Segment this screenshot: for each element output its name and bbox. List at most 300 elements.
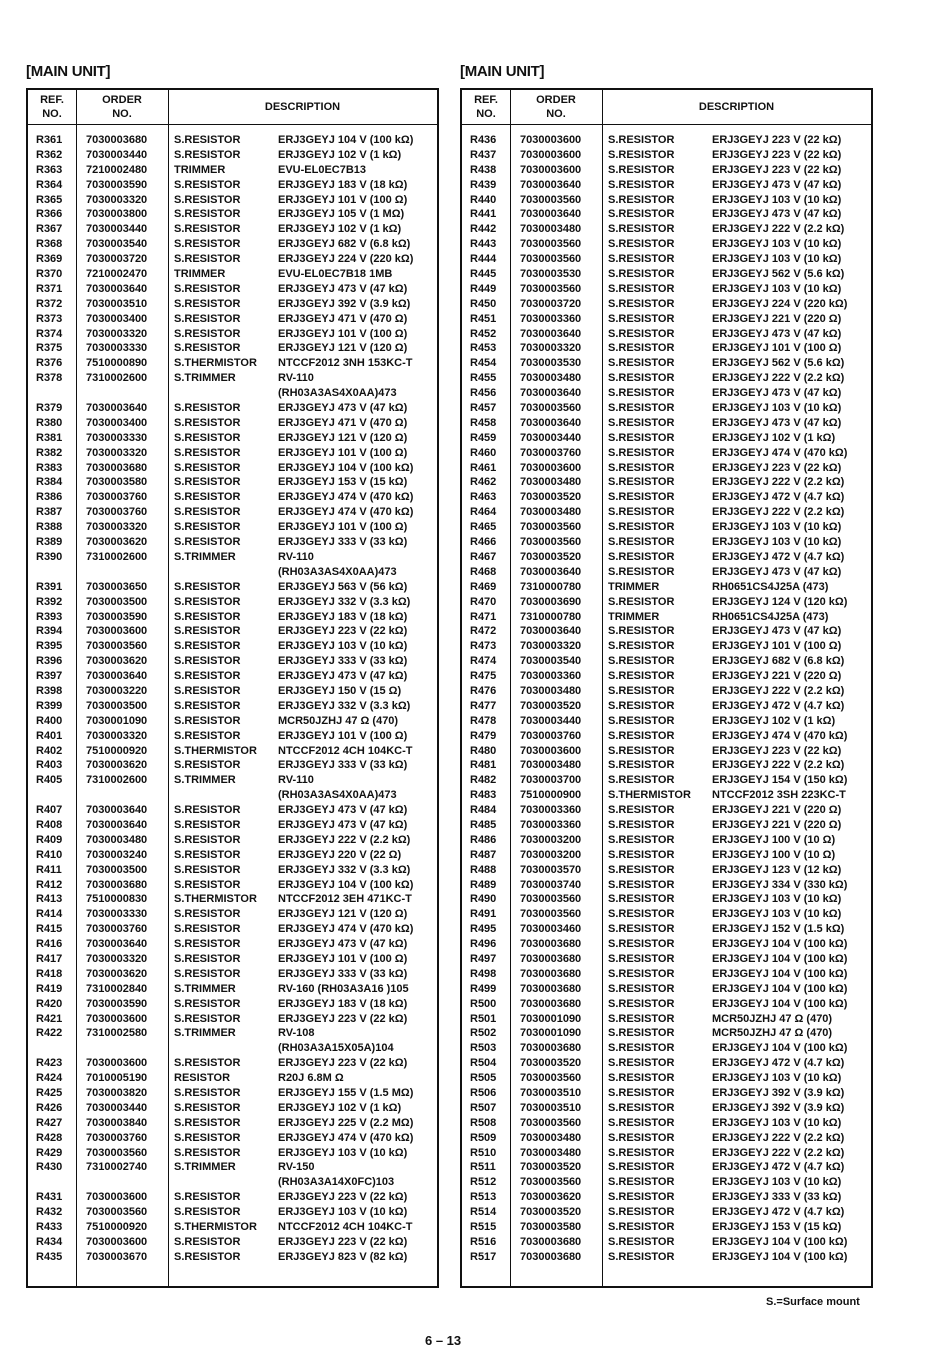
table-row [462,1042,871,1057]
part-name: TRIMMER [608,580,660,593]
part-name: S.RESISTOR [174,521,241,534]
header-ref: REF. NO. [474,94,498,120]
order-no: 7030003600 [520,148,582,161]
table-row [462,1072,871,1087]
part-name: S.RESISTOR [174,416,241,429]
part-name: S.RESISTOR [174,297,241,310]
order-no: 7030003600 [86,1012,148,1025]
part-description: MCR50JZHJ 47 Ω (470) [278,714,399,727]
part-description: ERJ3GEYJ 155 V (1.5 MΩ) [278,1087,414,1099]
part-name: S.RESISTOR [608,357,675,370]
table-row [462,581,871,596]
table-row [28,953,437,968]
order-no: 7030003720 [520,297,582,310]
part-name: S.RESISTOR [608,908,675,921]
part-description: ERJ3GEYJ 333 V (33 kΩ) [278,967,408,980]
order-no: 7030003640 [520,178,582,191]
table-row [28,685,437,700]
part-description: ERJ3GEYJ 104 V (100 kΩ) [712,952,848,965]
part-description: RV-110 [278,550,314,563]
part-description: ERJ3GEYJ 121 V (120 Ω) [278,431,408,444]
part-name: S.RESISTOR [608,729,675,742]
table-row [462,342,871,357]
part-description: ERJ3GEYJ 103 V (10 kΩ) [712,402,842,415]
part-name: S.RESISTOR [174,282,241,295]
part-name: S.RESISTOR [608,595,675,608]
part-description: ERJ3GEYJ 473 V (47 kΩ) [278,282,408,295]
part-description: ERJ3GEYJ 471 V (470 Ω) [278,416,408,429]
ref-no: R386 [36,491,63,504]
part-description: MCR50JZHJ 47 Ω (470) [712,1012,833,1025]
ref-no: R363 [36,163,63,176]
part-description: ERJ3GEYJ 183 V (18 kΩ) [278,610,408,623]
ref-no: R435 [36,1250,63,1263]
table-row [28,1206,437,1221]
table-row [28,611,437,626]
part-description: (RH03A3AS4X0AA)473 [278,387,397,400]
part-name: S.TRIMMER [174,1027,236,1040]
part-name: S.RESISTOR [174,148,241,161]
part-description: ERJ3GEYJ 104 V (100 kΩ) [712,967,848,980]
order-no: 7030003680 [86,134,148,146]
table-row [28,551,437,566]
ref-no: R469 [470,580,497,593]
table-row [28,1087,437,1102]
part-name: S.TRIMMER [174,1161,236,1174]
table-row [28,476,437,491]
order-no: 7030003330 [86,431,148,444]
part-description: ERJ3GEYJ 101 V (100 Ω) [278,193,408,206]
order-no: 7030003600 [86,625,148,638]
part-name: S.RESISTOR [174,804,241,817]
part-name: S.RESISTOR [174,536,241,549]
order-no: 7030003680 [520,1250,582,1263]
table-row [28,357,437,372]
ref-no: R511 [470,1161,496,1174]
part-name: S.RESISTOR [608,1191,675,1204]
ref-no: R402 [36,744,63,757]
part-description: ERJ3GEYJ 183 V (18 kΩ) [278,997,408,1010]
order-no: 7030003600 [520,134,582,146]
ref-no: R438 [470,163,497,176]
table-row [28,745,437,760]
part-name: S.RESISTOR [174,580,241,593]
part-name: S.RESISTOR [608,178,675,191]
part-name: S.RESISTOR [608,550,675,563]
part-description: R20J 6.8M Ω [278,1072,344,1085]
part-name: S.RESISTOR [174,178,241,191]
part-description: ERJ3GEYJ 221 V (220 Ω) [712,312,842,325]
order-no: 7030003640 [520,208,582,221]
order-no: 7030003320 [86,446,148,459]
part-name: S.RESISTOR [174,655,241,668]
order-no: 7030003600 [520,461,582,474]
table-row [462,730,871,745]
order-no: 7030003580 [86,476,148,489]
ref-no: R462 [470,476,497,489]
table-body [462,134,871,1266]
part-description: ERJ3GEYJ 333 V (33 kΩ) [712,1191,842,1204]
header-description: DESCRIPTION [264,101,341,113]
table-row [462,625,871,640]
header-ref: REF. NO. [40,94,64,120]
part-name: S.RESISTOR [608,1012,675,1025]
part-name: S.RESISTOR [608,714,675,727]
ref-no: R454 [470,357,497,370]
part-description: ERJ3GEYJ 103 V (10 kΩ) [712,238,842,251]
part-description: ERJ3GEYJ 823 V (82 kΩ) [278,1250,408,1263]
table-row [28,730,437,745]
table-row [28,194,437,209]
order-no: 7030003480 [520,223,582,236]
order-no: 7030003560 [520,908,582,921]
part-description: ERJ3GEYJ 562 V (5.6 kΩ) [712,268,845,281]
ref-no: R367 [36,223,63,236]
table-row [462,640,871,655]
part-description: ERJ3GEYJ 104 V (100 kΩ) [278,461,414,474]
ref-no: R365 [36,193,63,206]
order-no: 7030003330 [86,342,148,355]
ref-no: R419 [36,982,63,995]
part-description: ERJ3GEYJ 104 V (100 kΩ) [712,1250,848,1263]
part-name: S.RESISTOR [174,670,241,683]
part-name: S.RESISTOR [174,506,241,519]
order-no: 7030003760 [86,491,148,504]
ref-no: R381 [36,431,63,444]
ref-no: R465 [470,521,497,534]
table-row [462,774,871,789]
order-no: 7030003640 [520,327,582,340]
ref-no: R430 [36,1161,63,1174]
table-row [28,700,437,715]
table-row [28,417,437,432]
part-description: ERJ3GEYJ 473 V (47 kΩ) [278,938,408,951]
part-name: S.RESISTOR [174,134,241,146]
ref-no: R403 [36,759,63,772]
table-row [28,223,437,238]
table-row [28,998,437,1013]
part-name: S.RESISTOR [174,595,241,608]
ref-no: R485 [470,818,497,831]
header-order: ORDER NO. [102,94,142,120]
part-description: ERJ3GEYJ 333 V (33 kΩ) [278,759,408,772]
part-name: S.TRIMMER [174,774,236,787]
ref-no: R388 [36,521,63,534]
part-name: S.RESISTOR [608,312,675,325]
part-name: S.RESISTOR [174,938,241,951]
ref-no: R408 [36,818,63,831]
part-description: ERJ3GEYJ 220 V (22 Ω) [278,848,402,861]
ref-no: R413 [36,893,63,906]
part-name: S.RESISTOR [174,491,241,504]
table-row [462,1206,871,1221]
part-name: S.THERMISTOR [608,789,691,802]
ref-no: R453 [470,342,497,355]
part-name: S.RESISTOR [608,565,675,578]
order-no: 7030003560 [520,253,582,266]
part-name: S.RESISTOR [608,253,675,266]
part-name: S.RESISTOR [608,416,675,429]
order-no: 7030003520 [520,1161,582,1174]
ref-no: R460 [470,446,497,459]
order-no: 7030003590 [86,610,148,623]
part-name: S.RESISTOR [608,1221,675,1234]
table-row [28,596,437,611]
ref-no: R505 [470,1072,497,1085]
ref-no: R508 [470,1116,497,1129]
order-no: 7030003640 [520,387,582,400]
part-description: EVU-EL0EC7B18 1MB [278,268,393,281]
order-no: 7210002480 [86,163,148,176]
part-name: S.RESISTOR [608,1042,675,1055]
part-name: S.RESISTOR [608,521,675,534]
table-row-continuation [28,1176,437,1191]
part-description: ERJ3GEYJ 473 V (47 kΩ) [278,402,408,415]
table-row [462,700,871,715]
table-row [462,208,871,223]
part-description: ERJ3GEYJ 474 V (470 kΩ) [712,729,848,742]
part-description: ERJ3GEYJ 222 V (2.2 kΩ) [712,506,845,519]
part-description: NTCCF2012 4CH 104KC-T [278,744,413,757]
order-no: 7030003240 [86,848,148,861]
ref-no: R490 [470,893,497,906]
table-row [462,253,871,268]
table-row [28,1147,437,1162]
ref-no: R487 [470,848,497,861]
part-name: S.RESISTOR [608,327,675,340]
part-description: ERJ3GEYJ 474 V (470 kΩ) [278,1131,414,1144]
part-name: S.RESISTOR [608,818,675,831]
table-row [28,1161,437,1176]
part-name: S.THERMISTOR [174,357,257,370]
part-description: ERJ3GEYJ 101 V (100 Ω) [278,521,408,534]
part-name: S.RESISTOR [608,952,675,965]
part-description: ERJ3GEYJ 222 V (2.2 kΩ) [712,223,845,236]
order-no: 7030003320 [86,952,148,965]
order-no: 7510000830 [86,893,148,906]
ref-no: R391 [36,580,63,593]
part-name: S.RESISTOR [608,536,675,549]
table-row [28,238,437,253]
table-row [462,655,871,670]
ref-no: R436 [470,134,497,146]
ref-no: R434 [36,1235,63,1248]
part-description: ERJ3GEYJ 392 V (3.9 kΩ) [712,1101,845,1114]
order-no: 7030003760 [86,923,148,936]
table-row [28,283,437,298]
order-no: 7030003320 [86,729,148,742]
table-row [462,521,871,536]
table-row [462,491,871,506]
order-no: 7030003360 [520,670,582,683]
section-title: [MAIN UNIT] [26,63,111,80]
part-name: S.RESISTOR [174,610,241,623]
order-no: 7030003560 [520,1116,582,1129]
order-no: 7030003640 [86,670,148,683]
part-name: S.RESISTOR [608,491,675,504]
order-no: 7030003520 [520,550,582,563]
table-row [462,759,871,774]
order-no: 7510000920 [86,744,148,757]
ref-no: R441 [470,208,497,221]
part-description: ERJ3GEYJ 103 V (10 kΩ) [712,908,842,921]
part-description: ERJ3GEYJ 103 V (10 kΩ) [712,253,842,266]
order-no: 7510000900 [520,789,582,802]
table-row [462,685,871,700]
part-description: ERJ3GEYJ 222 V (2.2 kΩ) [712,476,845,489]
ref-no: R397 [36,670,63,683]
order-no: 7030003700 [520,774,582,787]
table-row [462,968,871,983]
ref-no: R461 [470,461,497,474]
part-name: S.RESISTOR [608,684,675,697]
ref-no: R378 [36,372,63,385]
part-description: ERJ3GEYJ 104 V (100 kΩ) [712,982,848,995]
part-name: S.RESISTOR [174,312,241,325]
order-no: 7030003740 [520,878,582,891]
order-no: 7030003400 [86,312,148,325]
table-row [462,1057,871,1072]
part-description: ERJ3GEYJ 222 V (2.2 kΩ) [278,833,411,846]
order-no: 7030003720 [86,253,148,266]
order-no: 7030003680 [86,878,148,891]
ref-no: R483 [470,789,497,802]
table-row [28,849,437,864]
part-description: ERJ3GEYJ 223 V (22 kΩ) [278,625,408,638]
table-row [28,1102,437,1117]
ref-no: R393 [36,610,63,623]
part-name: S.RESISTOR [608,833,675,846]
part-description: ERJ3GEYJ 682 V (6.8 kΩ) [278,238,411,251]
order-no: 7030003600 [520,744,582,757]
header-order: ORDER NO. [536,94,576,120]
part-description: ERJ3GEYJ 222 V (2.2 kΩ) [712,372,845,385]
part-description: ERJ3GEYJ 104 V (100 kΩ) [712,1042,848,1055]
section-title: [MAIN UNIT] [460,63,545,80]
ref-no: R429 [36,1146,63,1159]
ref-no: R497 [470,952,497,965]
table-row [28,1027,437,1042]
order-no: 7030003560 [520,893,582,906]
ref-no: R415 [36,923,63,936]
order-no: 7030003320 [86,193,148,206]
part-description: ERJ3GEYJ 225 V (2.2 MΩ) [278,1116,414,1129]
table-row [28,625,437,640]
order-no: 7030003510 [520,1087,582,1099]
part-name: S.RESISTOR [174,342,241,355]
table-row [462,819,871,834]
part-description: ERJ3GEYJ 103 V (10 kΩ) [712,536,842,549]
part-name: S.RESISTOR [608,1176,675,1189]
order-no: 7030003640 [86,402,148,415]
part-description: ERJ3GEYJ 474 V (470 kΩ) [278,506,414,519]
part-description: ERJ3GEYJ 103 V (10 kΩ) [278,640,408,653]
table-row [28,208,437,223]
ref-no: R452 [470,327,497,340]
part-description: ERJ3GEYJ 103 V (10 kΩ) [712,521,842,534]
table-row [462,1236,871,1251]
part-description: ERJ3GEYJ 104 V (100 kΩ) [712,1235,848,1248]
part-name: S.RESISTOR [608,938,675,951]
ref-no: R379 [36,402,63,415]
part-description: ERJ3GEYJ 223 V (22 kΩ) [278,1012,408,1025]
ref-no: R399 [36,699,63,712]
part-name: S.RESISTOR [608,982,675,995]
part-name: S.RESISTOR [608,1087,675,1099]
part-name: TRIMMER [608,610,660,623]
order-no: 7030003500 [86,595,148,608]
part-name: S.RESISTOR [608,848,675,861]
order-no: 7030003540 [86,238,148,251]
part-description: ERJ3GEYJ 474 V (470 kΩ) [278,923,414,936]
part-description: RH0651CS4J25A (473) [712,610,829,623]
part-name: S.RESISTOR [174,1191,241,1204]
order-no: 7030003530 [520,268,582,281]
part-name: S.RESISTOR [174,476,241,489]
part-name: S.RESISTOR [174,863,241,876]
order-no: 7310002600 [86,550,148,563]
part-description: ERJ3GEYJ 473 V (47 kΩ) [712,327,842,340]
part-description: ERJ3GEYJ 221 V (220 Ω) [712,804,842,817]
part-description: ERJ3GEYJ 392 V (3.9 kΩ) [712,1087,845,1099]
part-description: ERJ3GEYJ 222 V (2.2 kΩ) [712,1146,845,1159]
ref-no: R482 [470,774,497,787]
part-description: ERJ3GEYJ 223 V (22 kΩ) [712,461,842,474]
ref-no: R414 [36,908,63,921]
ref-no: R516 [470,1235,497,1248]
ref-no: R366 [36,208,63,221]
order-no: 7030003520 [520,699,582,712]
ref-no: R411 [36,863,62,876]
order-no: 7310002580 [86,1027,148,1040]
order-no: 7030003320 [520,640,582,653]
ref-no: R450 [470,297,497,310]
ref-no: R427 [36,1116,63,1129]
ref-no: R426 [36,1101,63,1114]
part-description: ERJ3GEYJ 153 V (15 kΩ) [278,476,408,489]
order-no: 7030003500 [86,863,148,876]
order-no: 7030003650 [86,580,148,593]
part-name: S.RESISTOR [174,446,241,459]
ref-no: R507 [470,1101,497,1114]
part-name: S.RESISTOR [174,238,241,251]
part-name: S.RESISTOR [608,759,675,772]
part-description: NTCCF2012 3EH 471KC-T [278,893,412,906]
order-no: 7030003320 [86,521,148,534]
ref-no: R500 [470,997,497,1010]
order-no: 7030003640 [520,565,582,578]
ref-no: R457 [470,402,497,415]
order-no: 7030003560 [520,402,582,415]
ref-no: R400 [36,714,63,727]
part-name: S.RESISTOR [174,640,241,653]
ref-no: R361 [36,134,63,146]
order-no: 7030003440 [520,714,582,727]
part-name: S.RESISTOR [174,1235,241,1248]
ref-no: R401 [36,729,63,742]
table-row [28,983,437,998]
part-description: ERJ3GEYJ 473 V (47 kΩ) [712,565,842,578]
order-no: 7030003510 [520,1101,582,1114]
ref-no: R456 [470,387,497,400]
part-name: S.RESISTOR [174,1012,241,1025]
part-name: S.RESISTOR [608,625,675,638]
ref-no: R392 [36,595,63,608]
table-row [462,1132,871,1147]
table-row-continuation [28,1042,437,1057]
table-row [28,268,437,283]
ref-no: R369 [36,253,63,266]
